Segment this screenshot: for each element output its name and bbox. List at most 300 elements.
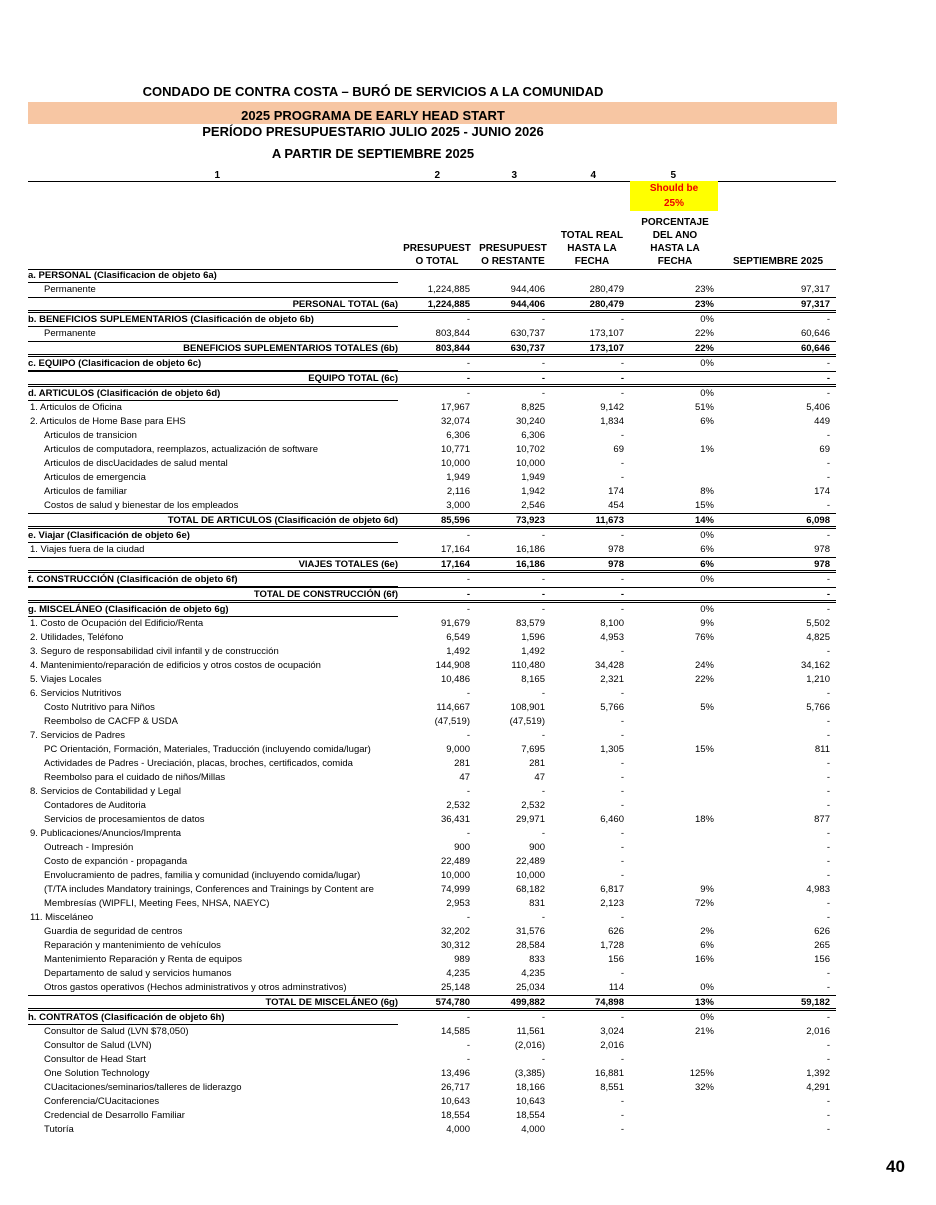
total-real-cell: -: [620, 688, 624, 699]
presupuesto-total-cell: 18,554: [440, 1110, 470, 1121]
table-row: [28, 1039, 836, 1053]
section-header-row: [28, 313, 836, 327]
row-label: PC Orientación, Formación, Materiales, Traducción (incluyendo comida/lugar): [44, 744, 371, 755]
presupuesto-restante-cell: (3,385): [514, 1068, 545, 1079]
presupuesto-total-cell: 17,164: [440, 559, 470, 570]
presupuesto-total-cell: 2,116: [446, 486, 470, 497]
row-label: Actividades de Padres - Ureciación, placas, broches, certificados, comida: [44, 758, 353, 769]
presupuesto-total-cell: -: [466, 730, 470, 741]
row-label: h. CONTRATOS (Clasificación de objeto 6h): [28, 1011, 398, 1025]
septiembre-cell: -: [826, 786, 830, 797]
table-row: [28, 799, 836, 813]
total-real-cell: 3,024: [600, 1026, 624, 1037]
septiembre-cell: -: [826, 1124, 830, 1135]
total-real-cell: 2,016: [600, 1040, 624, 1051]
presupuesto-restante-cell: 1,596: [521, 632, 545, 643]
porcentaje-cell: 15%: [694, 500, 714, 511]
section-header-row: [28, 573, 836, 587]
table-row: [28, 327, 836, 341]
row-label: Reembolso para el cuidado de niños/Millas: [44, 772, 226, 783]
septiembre-cell: -: [826, 1110, 830, 1121]
porcentaje-cell: 51%: [694, 402, 714, 413]
porcentaje-cell: 6%: [700, 559, 714, 570]
total-real-cell: -: [620, 842, 624, 853]
header-line: DEL ANO: [652, 230, 698, 241]
presupuesto-restante-cell: 16,186: [515, 559, 545, 570]
table-row: [28, 869, 836, 883]
table-row: [28, 499, 836, 513]
row-label: 1. Costo de Ocupación del Edificio/Renta: [30, 618, 204, 629]
total-real-cell: -: [620, 314, 624, 325]
septiembre-cell: 174: [814, 486, 830, 497]
total-real-cell: -: [620, 730, 624, 741]
porcentaje-cell: 0%: [700, 388, 714, 399]
header-line: FECHA: [657, 256, 693, 267]
presupuesto-restante-cell: -: [541, 1054, 545, 1065]
presupuesto-total-cell: -: [466, 1012, 470, 1023]
row-label: 6. Servicios Nutritivos: [30, 688, 122, 699]
septiembre-cell: -: [826, 842, 830, 853]
presupuesto-total-cell: -: [466, 786, 470, 797]
table-row: [28, 841, 836, 855]
presupuesto-restante-cell: 18,554: [515, 1110, 545, 1121]
total-row: [28, 587, 836, 603]
row-label: 5. Viajes Locales: [30, 674, 102, 685]
table-row: [28, 673, 836, 687]
total-real-cell: 2,123: [600, 898, 624, 909]
presupuesto-total-cell: 14,585: [440, 1026, 470, 1037]
presupuesto-restante-cell: -: [541, 1012, 545, 1023]
presupuesto-restante-cell: 8,825: [521, 402, 545, 413]
total-real-cell: 8,100: [600, 618, 624, 629]
presupuesto-total-cell: 574,780: [435, 997, 470, 1008]
table-row: [28, 925, 836, 939]
septiembre-cell: -: [826, 758, 830, 769]
row-label: TOTAL DE MISCELÁNEO (6g): [265, 997, 398, 1008]
presupuesto-restante-cell: 25,034: [515, 982, 545, 993]
section-header-row: [28, 1011, 836, 1025]
header-total-real: [555, 229, 629, 268]
septiembre-cell: 5,502: [806, 618, 830, 629]
presupuesto-restante-cell: 8,165: [521, 674, 545, 685]
porcentaje-cell: 0%: [700, 358, 714, 369]
presupuesto-restante-cell: 31,576: [515, 926, 545, 937]
septiembre-cell: -: [826, 898, 830, 909]
row-label: (T/TA includes Mandatory trainings, Conferences and Trainings by Content are: [44, 884, 374, 895]
porcentaje-cell: 0%: [700, 604, 714, 615]
presupuesto-restante-cell: 83,579: [515, 618, 545, 629]
presupuesto-restante-cell: -: [541, 358, 545, 369]
presupuesto-total-cell: 6,549: [446, 632, 470, 643]
total-real-cell: 173,107: [589, 328, 624, 339]
divider: [718, 181, 836, 182]
septiembre-cell: -: [826, 1012, 830, 1023]
porcentaje-cell: 0%: [700, 1012, 714, 1023]
presupuesto-total-cell: 74,999: [440, 884, 470, 895]
divider: [28, 181, 630, 182]
septiembre-cell: -: [826, 1040, 830, 1051]
presupuesto-total-cell: 10,000: [440, 870, 470, 881]
presupuesto-total-cell: 13,496: [440, 1068, 470, 1079]
total-real-cell: 74,898: [594, 997, 624, 1008]
total-row: [28, 513, 836, 529]
total-real-cell: 174: [608, 486, 624, 497]
table-row: [28, 429, 836, 443]
presupuesto-restante-cell: 1,942: [521, 486, 545, 497]
total-real-cell: 8,551: [600, 1082, 624, 1093]
septiembre-cell: -: [826, 828, 830, 839]
presupuesto-total-cell: 22,489: [440, 856, 470, 867]
septiembre-cell: 265: [814, 940, 830, 951]
table-row: [28, 953, 836, 967]
total-real-cell: -: [620, 968, 624, 979]
table-row: [28, 485, 836, 499]
porcentaje-cell: 6%: [700, 544, 714, 555]
presupuesto-restante-cell: 10,643: [515, 1096, 545, 1107]
total-real-cell: -: [620, 388, 624, 399]
septiembre-cell: 34,162: [800, 660, 830, 671]
row-label: CUacitaciones/seminarios/talleres de liderazgo: [44, 1082, 242, 1093]
header-presupuesto-total: [400, 242, 474, 268]
table-row: [28, 981, 836, 995]
table-row: [28, 897, 836, 911]
presupuesto-restante-cell: 28,584: [515, 940, 545, 951]
total-real-cell: -: [620, 772, 624, 783]
row-label: b. BENEFICIOS SUPLEMENTARIOS (Clasificación de objeto 6b): [28, 313, 398, 327]
row-label: 1. Articulos de Oficina: [30, 402, 122, 413]
presupuesto-total-cell: -: [466, 358, 470, 369]
septiembre-cell: -: [826, 472, 830, 483]
table-row: [28, 883, 836, 897]
total-real-cell: 2,321: [600, 674, 624, 685]
total-real-cell: 5,766: [600, 702, 624, 713]
section-header-row: [28, 269, 836, 283]
total-real-cell: -: [620, 574, 624, 585]
porcentaje-cell: 8%: [700, 486, 714, 497]
presupuesto-total-cell: 2,953: [446, 898, 470, 909]
septiembre-cell: -: [826, 856, 830, 867]
budget-table: [28, 269, 836, 1137]
table-row: [28, 1109, 836, 1123]
septiembre-cell: -: [826, 646, 830, 657]
column-number-3: 3: [511, 170, 517, 181]
septiembre-cell: -: [826, 870, 830, 881]
porcentaje-cell: 15%: [694, 744, 714, 755]
row-label: One Solution Technology: [44, 1068, 150, 1079]
row-label: Reparación y mantenimiento de vehículos: [44, 940, 221, 951]
septiembre-cell: -: [826, 314, 830, 325]
row-label: Reembolso de CACFP & USDA: [44, 716, 178, 727]
presupuesto-total-cell: 281: [454, 758, 470, 769]
header-line: PORCENTAJE: [641, 217, 709, 228]
presupuesto-total-cell: -: [466, 589, 470, 600]
row-label: 2. Articulos de Home Base para EHS: [30, 416, 186, 427]
table-row: [28, 283, 836, 297]
septiembre-cell: 4,983: [806, 884, 830, 895]
presupuesto-restante-cell: 831: [529, 898, 545, 909]
presupuesto-restante-cell: (2,016): [514, 1040, 545, 1051]
table-row: [28, 939, 836, 953]
header-line: PRESUPUEST: [403, 243, 471, 254]
table-row: [28, 631, 836, 645]
presupuesto-restante-cell: 281: [529, 758, 545, 769]
porcentaje-cell: 0%: [700, 982, 714, 993]
septiembre-cell: 5,406: [806, 402, 830, 413]
septiembre-cell: 6,098: [806, 515, 830, 526]
septiembre-cell: 978: [814, 559, 830, 570]
total-real-cell: -: [620, 716, 624, 727]
presupuesto-total-cell: 30,312: [440, 940, 470, 951]
presupuesto-total-cell: -: [466, 1054, 470, 1065]
septiembre-cell: -: [826, 800, 830, 811]
header-porcentaje: [635, 216, 715, 268]
presupuesto-total-cell: -: [466, 314, 470, 325]
presupuesto-total-cell: 989: [454, 954, 470, 965]
presupuesto-total-cell: -: [466, 912, 470, 923]
porcentaje-cell: 76%: [694, 632, 714, 643]
septiembre-cell: 4,825: [806, 632, 830, 643]
presupuesto-restante-cell: -: [541, 373, 545, 384]
row-label: 11. Misceláneo: [30, 912, 94, 923]
presupuesto-total-cell: 114,667: [436, 702, 470, 713]
presupuesto-restante-cell: 4,000: [521, 1124, 545, 1135]
presupuesto-restante-cell: 1,492: [521, 646, 545, 657]
total-real-cell: 454: [608, 500, 624, 511]
septiembre-cell: 2,016: [806, 1026, 830, 1037]
row-label: TOTAL DE ARTICULOS (Clasificación de objeto 6d): [167, 515, 398, 526]
total-real-cell: -: [620, 800, 624, 811]
table-row: [28, 785, 836, 799]
header-line: TOTAL REAL: [560, 230, 624, 241]
presupuesto-restante-cell: -: [541, 589, 545, 600]
row-label: Consultor de Head Start: [44, 1054, 146, 1065]
table-row: [28, 911, 836, 925]
presupuesto-total-cell: -: [466, 688, 470, 699]
septiembre-cell: 877: [814, 814, 830, 825]
total-real-cell: -: [620, 430, 624, 441]
row-label: Servicios de procesamientos de datos: [44, 814, 205, 825]
presupuesto-restante-cell: -: [541, 688, 545, 699]
presupuesto-restante-cell: 2,532: [521, 800, 545, 811]
page-number: 40: [886, 1157, 905, 1176]
org-title: CONDADO DE CONTRA COSTA – BURÓ DE SERVICIOS A LA COMUNIDAD: [142, 84, 604, 99]
column-number-4: 4: [590, 170, 596, 181]
table-row: [28, 457, 836, 471]
row-label: Articulos de familiar: [44, 486, 127, 497]
porcentaje-cell: 22%: [694, 343, 714, 354]
presupuesto-total-cell: 900: [454, 842, 470, 853]
total-real-cell: -: [620, 758, 624, 769]
septiembre-cell: -: [826, 574, 830, 585]
presupuesto-total-cell: 32,074: [440, 416, 470, 427]
presupuesto-total-cell: -: [466, 373, 470, 384]
total-real-cell: 280,479: [589, 299, 624, 310]
row-label: Outreach - Impresión: [44, 842, 134, 853]
header-septiembre: SEPTIEMBRE 2025: [732, 256, 824, 267]
total-real-cell: -: [620, 373, 624, 384]
septiembre-cell: 5,766: [806, 702, 830, 713]
presupuesto-restante-cell: 68,182: [515, 884, 545, 895]
porcentaje-cell: 32%: [694, 1082, 714, 1093]
presupuesto-total-cell: 803,844: [435, 343, 470, 354]
row-label: 2. Utilidades, Teléfono: [30, 632, 124, 643]
table-row: [28, 743, 836, 757]
row-label: Costo de expanción - propaganda: [44, 856, 188, 867]
presupuesto-restante-cell: 10,000: [515, 870, 545, 881]
row-label: Articulos de computadora, reemplazos, actualización de software: [44, 444, 319, 455]
presupuesto-restante-cell: 47: [534, 772, 545, 783]
total-real-cell: -: [620, 530, 624, 541]
row-label: 9. Publicaciones/Anuncios/Imprenta: [30, 828, 182, 839]
table-row: [28, 415, 836, 429]
porcentaje-cell: 9%: [700, 884, 714, 895]
row-label: 7. Servicios de Padres: [30, 730, 126, 741]
presupuesto-total-cell: 1,224,885: [427, 299, 470, 310]
total-row: [28, 371, 836, 387]
presupuesto-total-cell: 1,224,885: [427, 284, 470, 295]
row-label: BENEFICIOS SUPLEMENTARIOS TOTALES (6b): [183, 343, 398, 354]
total-real-cell: -: [620, 458, 624, 469]
presupuesto-total-cell: 25,148: [440, 982, 470, 993]
table-row: [28, 1081, 836, 1095]
presupuesto-restante-cell: -: [541, 730, 545, 741]
total-real-cell: 11,673: [595, 515, 624, 526]
row-label: Mantenimiento Reparación y Renta de equipos: [44, 954, 243, 965]
septiembre-cell: -: [826, 688, 830, 699]
presupuesto-total-cell: -: [466, 604, 470, 615]
row-label: c. EQUIPO (Clasificacion de objeto 6c): [28, 357, 398, 371]
presupuesto-total-cell: 2,532: [446, 800, 470, 811]
septiembre-cell: -: [826, 373, 830, 384]
total-real-cell: 978: [608, 559, 624, 570]
total-real-cell: -: [620, 1124, 624, 1135]
presupuesto-restante-cell: -: [541, 912, 545, 923]
presupuesto-restante-cell: -: [541, 314, 545, 325]
porcentaje-cell: 24%: [694, 660, 714, 671]
presupuesto-restante-cell: 944,406: [510, 284, 545, 295]
row-label: Consultor de Salud (LVN $78,050): [44, 1026, 189, 1037]
total-row: [28, 995, 836, 1011]
presupuesto-restante-cell: 30,240: [515, 416, 545, 427]
total-real-cell: -: [620, 828, 624, 839]
header-line: O RESTANTE: [481, 256, 545, 267]
total-real-cell: 4,953: [600, 632, 624, 643]
row-label: Permanente: [44, 284, 96, 295]
septiembre-cell: 97,317: [800, 299, 830, 310]
porcentaje-cell: 72%: [694, 898, 714, 909]
table-row: [28, 659, 836, 673]
total-row: [28, 297, 836, 313]
presupuesto-total-cell: 4,000: [446, 1124, 470, 1135]
presupuesto-total-cell: 10,000: [440, 458, 470, 469]
row-label: Contadores de Auditoria: [44, 800, 146, 811]
row-label: TOTAL DE CONSTRUCCIÓN (6f): [253, 589, 398, 600]
septiembre-cell: 449: [814, 416, 830, 427]
presupuesto-restante-cell: 6,306: [521, 430, 545, 441]
header-line: HASTA LA: [567, 243, 617, 254]
row-label: Envolucramiento de padres, familia y comunidad (incluyendo comida/lugar): [44, 870, 361, 881]
presupuesto-total-cell: 803,844: [435, 328, 470, 339]
septiembre-cell: -: [826, 388, 830, 399]
table-row: [28, 1067, 836, 1081]
row-label: d. ARTICULOS (Clasificación de objeto 6d): [28, 387, 398, 401]
presupuesto-restante-cell: 944,406: [510, 299, 545, 310]
table-row: [28, 645, 836, 659]
row-label: 4. Mantenimiento/reparación de edificios y otros costos de ocupación: [30, 660, 321, 671]
total-real-cell: -: [620, 604, 624, 615]
septiembre-cell: 811: [814, 744, 830, 755]
header-line: HASTA LA: [650, 243, 700, 254]
row-label: Articulos de discUacidades de salud mental: [44, 458, 228, 469]
presupuesto-restante-cell: 4,235: [521, 968, 545, 979]
presupuesto-total-cell: -: [466, 574, 470, 585]
column-number-5: 5: [670, 170, 676, 181]
table-row: [28, 771, 836, 785]
total-real-cell: -: [620, 1110, 624, 1121]
column-number-2: 2: [434, 170, 440, 181]
total-real-cell: 34,428: [594, 660, 624, 671]
presupuesto-total-cell: 144,908: [435, 660, 470, 671]
presupuesto-total-cell: 32,202: [440, 926, 470, 937]
table-row: [28, 827, 836, 841]
presupuesto-total-cell: -: [466, 388, 470, 399]
presupuesto-total-cell: 36,431: [440, 814, 470, 825]
presupuesto-restante-cell: 630,737: [510, 343, 545, 354]
septiembre-cell: -: [826, 1096, 830, 1107]
section-header-row: [28, 357, 836, 371]
table-row: [28, 757, 836, 771]
row-label: g. MISCELÁNEO (Clasificación de objeto 6g): [28, 603, 398, 617]
presupuesto-restante-cell: 10,000: [515, 458, 545, 469]
septiembre-cell: -: [826, 604, 830, 615]
porcentaje-cell: 125%: [689, 1068, 714, 1079]
porcentaje-cell: 18%: [694, 814, 714, 825]
total-real-cell: -: [620, 1096, 624, 1107]
presupuesto-restante-cell: 833: [529, 954, 545, 965]
septiembre-cell: -: [826, 589, 830, 600]
total-real-cell: 280,479: [589, 284, 624, 295]
porcentaje-cell: 0%: [700, 530, 714, 541]
porcentaje-cell: 6%: [700, 416, 714, 427]
row-label: Tutoría: [44, 1124, 74, 1135]
septiembre-cell: -: [826, 982, 830, 993]
row-label: a. PERSONAL (Clasificacion de objeto 6a): [28, 269, 398, 283]
total-real-cell: -: [620, 1054, 624, 1065]
total-real-cell: -: [620, 358, 624, 369]
section-header-row: [28, 603, 836, 617]
presupuesto-restante-cell: (47,519): [509, 716, 545, 727]
septiembre-cell: -: [826, 912, 830, 923]
porcentaje-cell: 22%: [694, 674, 714, 685]
total-real-cell: 6,817: [600, 884, 624, 895]
total-real-cell: 114: [608, 982, 624, 993]
presupuesto-restante-cell: 1,949: [521, 472, 545, 483]
septiembre-cell: 59,182: [800, 997, 830, 1008]
presupuesto-restante-cell: 900: [529, 842, 545, 853]
table-row: [28, 1123, 836, 1137]
septiembre-cell: 156: [814, 954, 830, 965]
table-row: [28, 813, 836, 827]
should-be-note: [630, 181, 718, 211]
septiembre-cell: -: [826, 730, 830, 741]
presupuesto-total-cell: -: [466, 828, 470, 839]
table-row: [28, 729, 836, 743]
septiembre-cell: -: [826, 772, 830, 783]
table-row: [28, 543, 836, 557]
table-row: [28, 687, 836, 701]
row-label: e. Viajar (Clasificación de objeto 6e): [28, 529, 398, 543]
row-label: VIAJES TOTALES (6e): [298, 559, 398, 570]
